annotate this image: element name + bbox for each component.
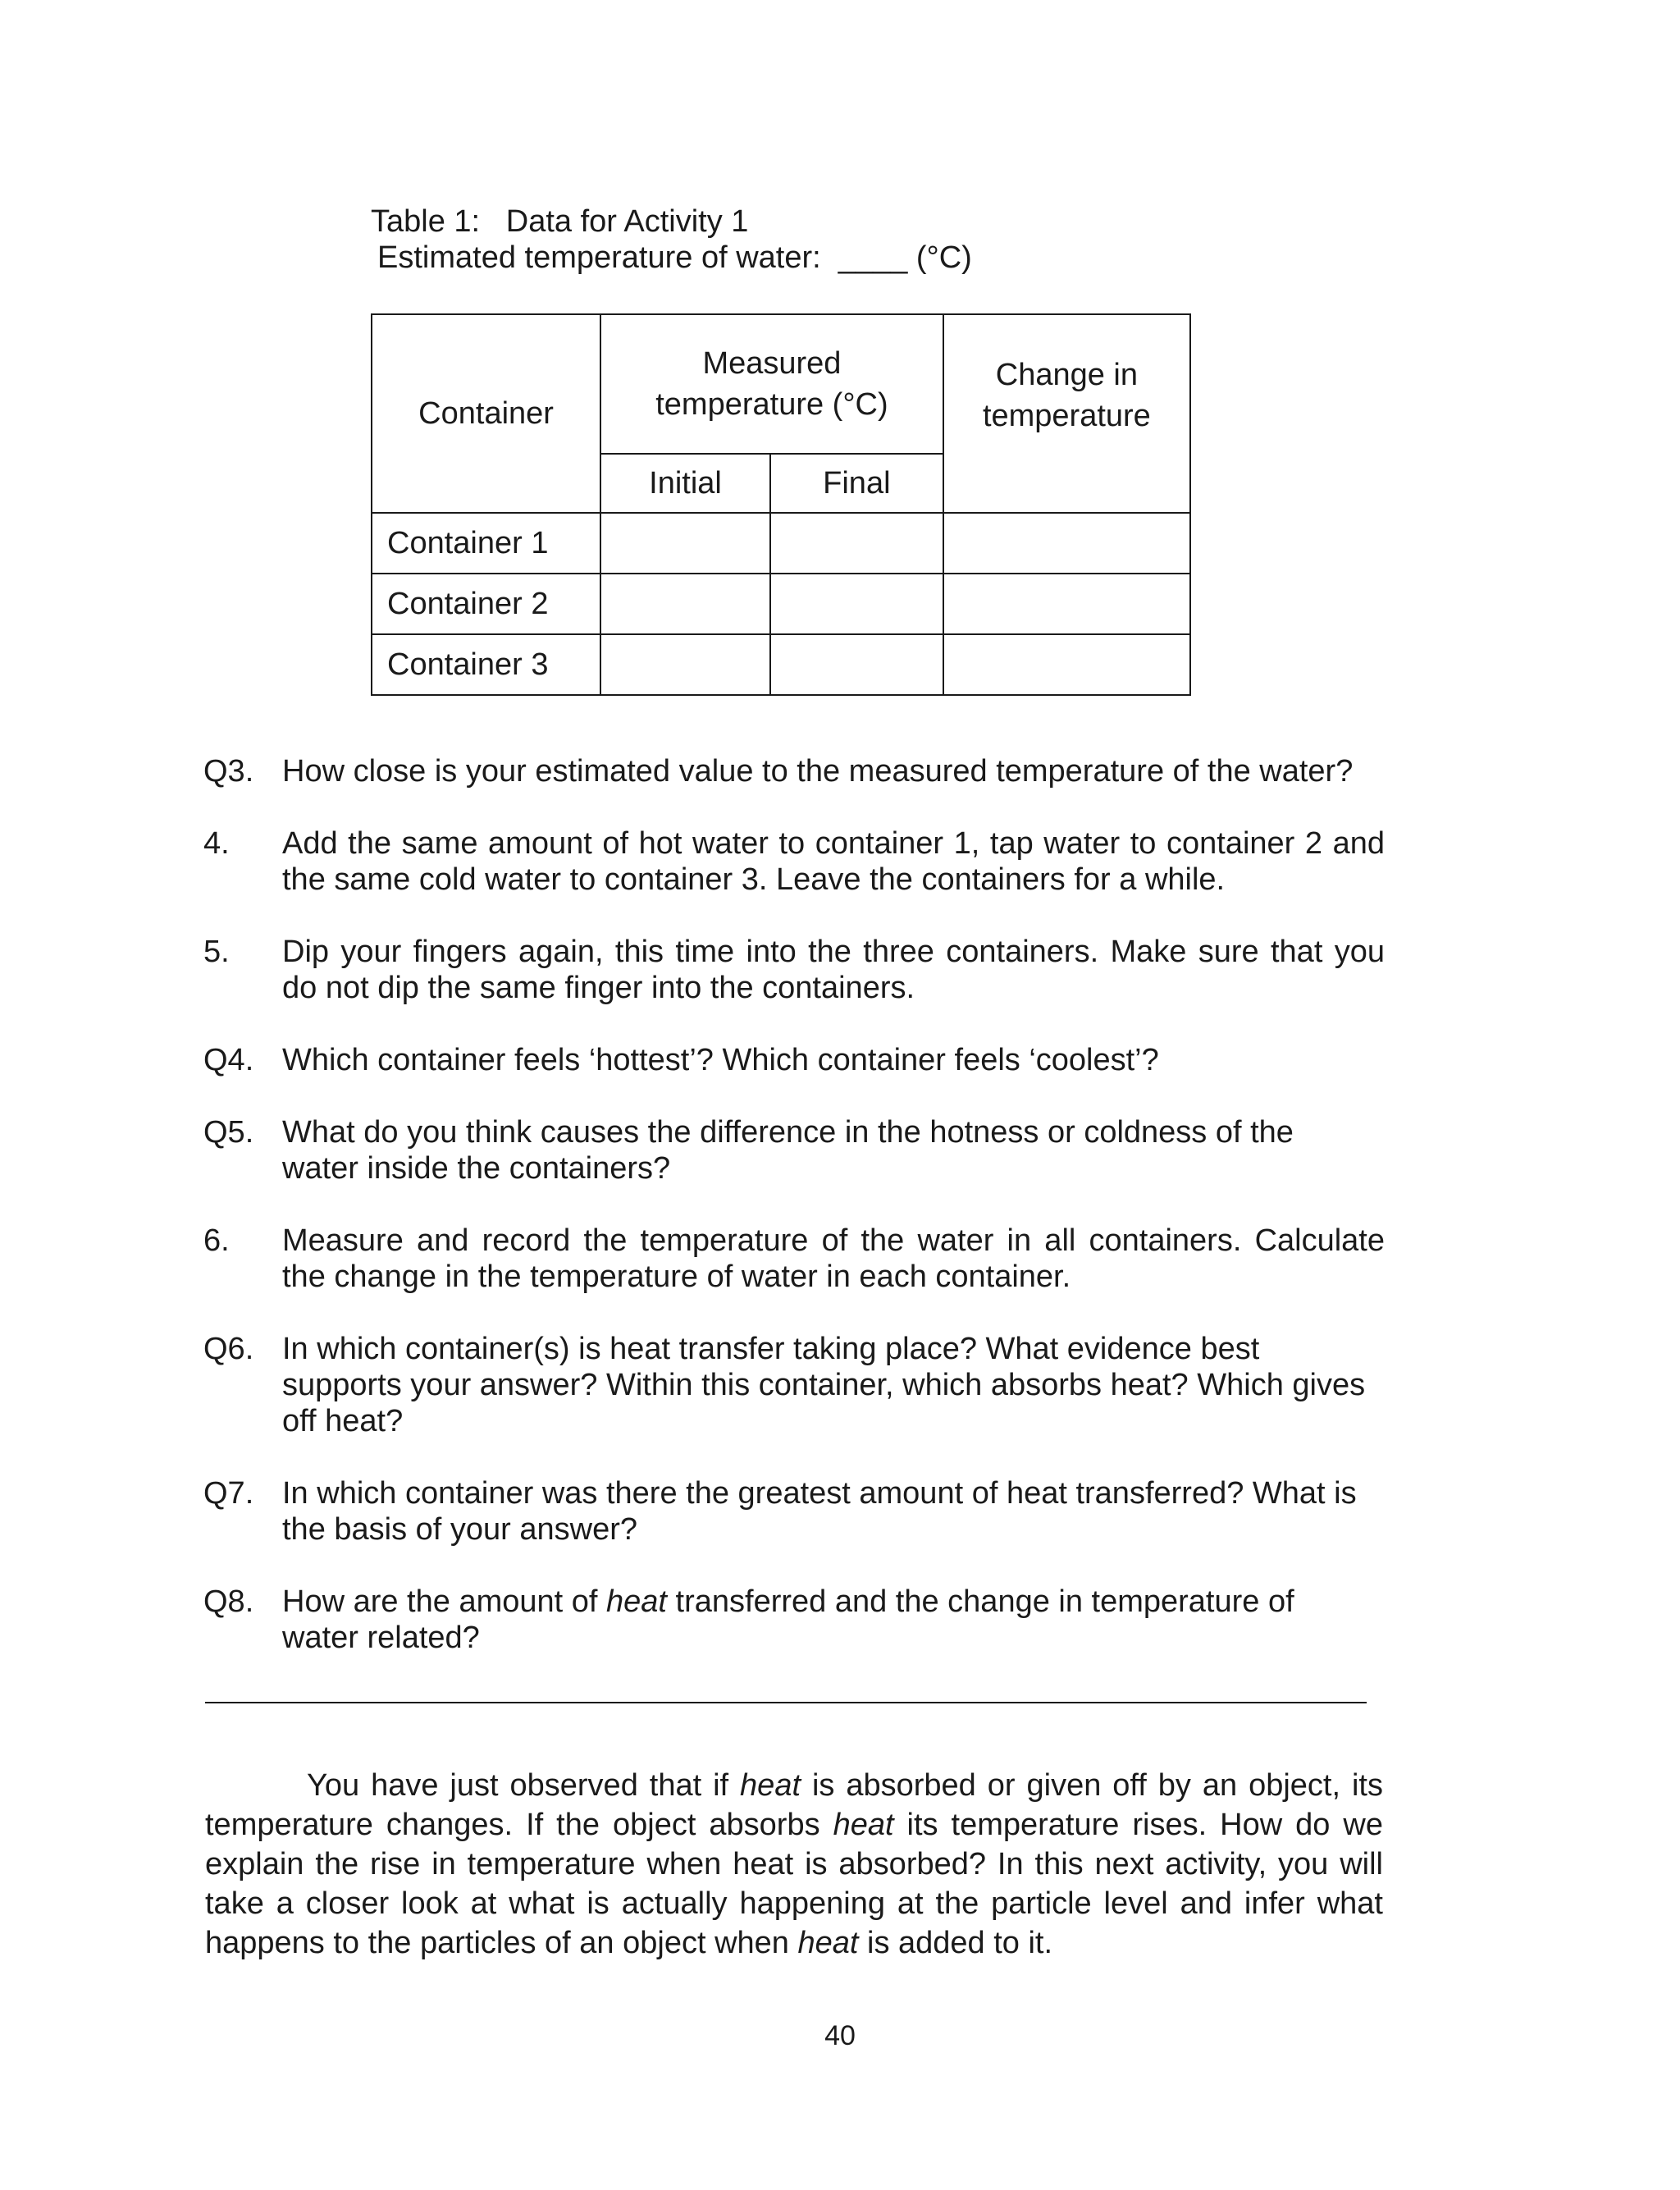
list-item bbox=[203, 1223, 1385, 1295]
cell-initial bbox=[600, 574, 770, 634]
item-text: In which container(s) is heat transfer taking place? What evidence best supports your answer? Within this container, which absorbs heat? Which gives off heat? bbox=[282, 1332, 1366, 1438]
list-item bbox=[203, 753, 1385, 789]
header-final bbox=[770, 454, 943, 513]
item-text: How close is your estimated value to the measured temperature of the water? bbox=[282, 754, 1354, 789]
paragraph-text: its temperature rises. How do we explain the rise in temperature when heat is absorbed? In this next activity, you will take a closer look at what is actually happening at the particle level and infer what happens to the particles of an object when bbox=[205, 1808, 1383, 1960]
header-container-label: Container bbox=[418, 396, 554, 431]
item-text-part2: transferred and the change in temperature of water related? bbox=[282, 1584, 1294, 1655]
paragraph-italic: heat bbox=[833, 1808, 894, 1842]
item-number: Q7. bbox=[203, 1476, 254, 1511]
item-number: 4. bbox=[203, 826, 230, 861]
item-number: Q5. bbox=[203, 1115, 254, 1150]
table-caption bbox=[371, 203, 972, 276]
row-label: Container 2 bbox=[372, 574, 600, 634]
paragraph-text: is absorbed or given off by an object, its temperature changes. If the object absorbs bbox=[205, 1768, 1383, 1842]
item-text: Dip your fingers again, this time into the three containers. Make sure that you do not dip the same finger into the containers. bbox=[282, 935, 1385, 1005]
table-row bbox=[372, 513, 1190, 574]
paragraph-italic: heat bbox=[740, 1768, 801, 1803]
paragraph-italic: heat bbox=[797, 1926, 859, 1960]
item-text: What do you think causes the difference in the hotness or coldness of the water inside the containers? bbox=[282, 1115, 1294, 1186]
table-row bbox=[372, 574, 1190, 634]
cell-initial bbox=[600, 513, 770, 574]
header-change-line1: Change in bbox=[995, 358, 1138, 392]
list-item bbox=[203, 1042, 1385, 1078]
paragraph-text: is added to it. bbox=[858, 1926, 1053, 1960]
header-container bbox=[372, 314, 600, 513]
header-initial bbox=[600, 454, 770, 513]
question-list bbox=[203, 753, 1385, 1656]
cell-final bbox=[770, 513, 943, 574]
item-number: Q8. bbox=[203, 1584, 254, 1619]
cell-initial bbox=[600, 634, 770, 695]
item-text: Which container feels ‘hottest’? Which container feels ‘coolest’? bbox=[282, 1043, 1159, 1077]
answer-line bbox=[205, 1702, 1367, 1703]
row-label: Container 3 bbox=[372, 634, 600, 695]
estimated-temperature-line: Estimated temperature of water: ____ (°C) bbox=[377, 240, 972, 275]
item-number: 6. bbox=[203, 1223, 230, 1258]
header-measured-temperature bbox=[600, 314, 943, 454]
header-initial-label: Initial bbox=[649, 466, 722, 501]
paragraph-text: You have just observed that if bbox=[307, 1768, 741, 1803]
cell-change bbox=[943, 634, 1190, 695]
header-change-in-temperature bbox=[943, 314, 1190, 513]
table-row bbox=[372, 634, 1190, 695]
data-table bbox=[371, 313, 1191, 696]
list-item bbox=[203, 825, 1385, 898]
item-text: Add the same amount of hot water to container 1, tap water to container 2 and the same cold water to container 3. Leave the containers for a while. bbox=[282, 826, 1385, 897]
item-text-italic: heat bbox=[606, 1584, 667, 1619]
table-header-row bbox=[372, 314, 1190, 454]
header-final-label: Final bbox=[823, 466, 891, 501]
item-text: In which container was there the greatest amount of heat transferred? What is the basis of your answer? bbox=[282, 1476, 1357, 1547]
cell-change bbox=[943, 574, 1190, 634]
item-text-part1: How are the amount of bbox=[282, 1584, 606, 1619]
list-item bbox=[203, 1475, 1385, 1548]
table-title: Table 1: Data for Activity 1 bbox=[371, 204, 749, 239]
header-change-line2: temperature bbox=[982, 399, 1151, 433]
cell-change bbox=[943, 513, 1190, 574]
row-label: Container 1 bbox=[372, 513, 600, 574]
item-number: Q4. bbox=[203, 1043, 254, 1077]
item-number: Q6. bbox=[203, 1332, 254, 1366]
list-item bbox=[203, 1584, 1385, 1656]
item-number: Q3. bbox=[203, 754, 254, 789]
list-item bbox=[203, 1114, 1385, 1186]
list-item bbox=[203, 934, 1385, 1006]
item-number: 5. bbox=[203, 935, 230, 969]
cell-final bbox=[770, 574, 943, 634]
body-paragraph bbox=[205, 1766, 1383, 1963]
header-measured-line1: Measured bbox=[702, 346, 842, 381]
cell-final bbox=[770, 634, 943, 695]
page-number: 40 bbox=[824, 2020, 856, 2051]
list-item bbox=[203, 1331, 1385, 1439]
header-measured-line2: temperature (°C) bbox=[655, 387, 888, 422]
item-text: Measure and record the temperature of the water in all containers. Calculate the change in the temperature of water in each container. bbox=[282, 1223, 1385, 1294]
